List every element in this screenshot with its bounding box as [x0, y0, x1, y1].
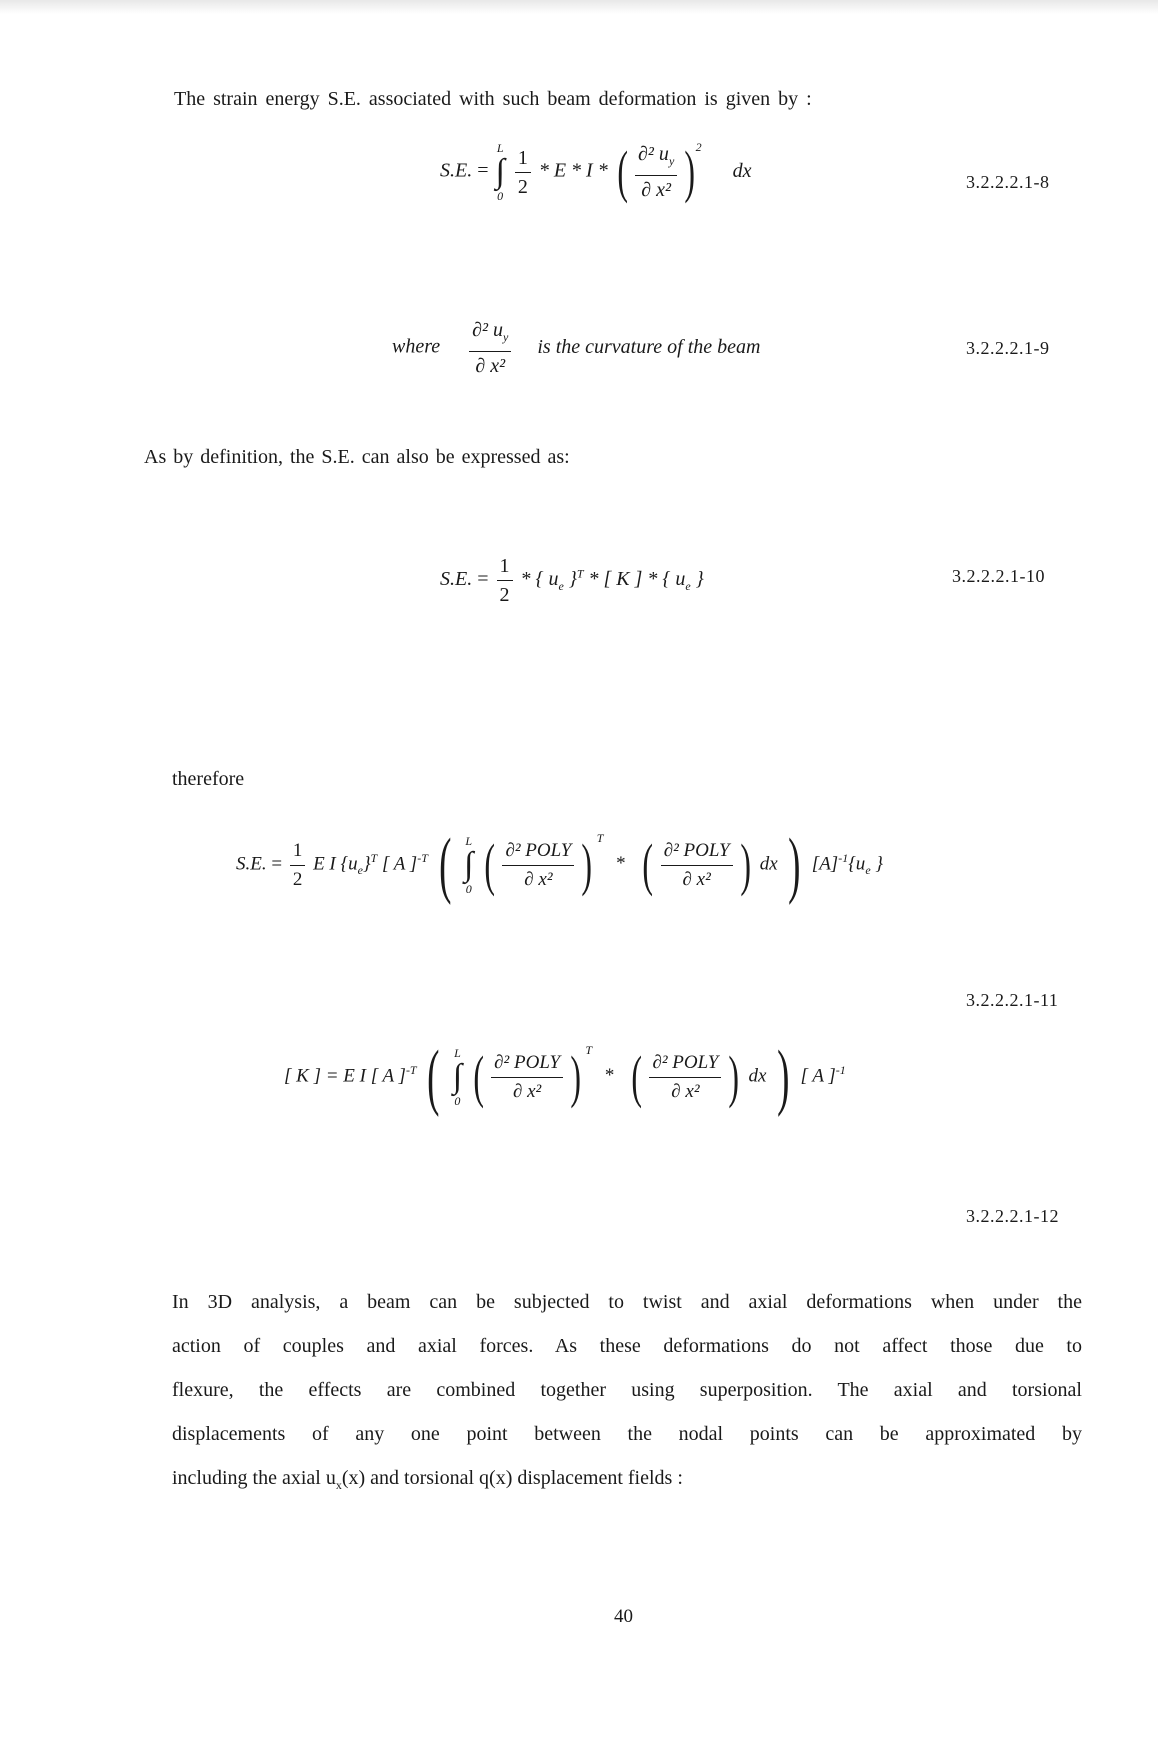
eq10-half [497, 552, 513, 609]
eq11-poly1-num: ∂² POLY [502, 837, 574, 866]
paragraph-line-4: displacements of any one point between the nodal points can be approximated by [172, 1423, 1082, 1445]
equation-11: S.E. = $\frac{1}{2}$ E I $\{u_e\}^T$ [ A ]$^{-T}$ ( L ∫ 0 ( $\frac{\text{∂² POLY}}{\text{∂ x²}}$ ) $^T$ * ( $\frac{\text{∂² POLY}}{\text{∂ x²}}$ ) dx ) $[A]^{-1}\{u_e$ } [236, 824, 883, 906]
eq8-upper-limit: L [496, 141, 504, 155]
eq12-poly2-den: ∂ x² [671, 1080, 700, 1102]
eq11-poly2-num: ∂² POLY [661, 837, 733, 866]
eq11-sub-e: e [357, 863, 363, 878]
eq12-poly1-den: ∂ x² [512, 1080, 542, 1102]
eq11-tail: [A] [811, 853, 839, 875]
eq9-d-den: ∂ x² [475, 355, 506, 377]
eq9-d-sub: y [503, 330, 509, 344]
eq12-minus1: -1 [835, 1063, 846, 1078]
eq11-half-den: 2 [292, 868, 303, 890]
eq12-poly-1 [491, 1049, 563, 1106]
eq11-lower: 0 [465, 882, 472, 896]
eq9-where: where [392, 335, 441, 358]
eq8-dx: dx [732, 159, 752, 182]
eq10-tail: } [563, 568, 577, 591]
eq9-text: is the curvature of the beam [537, 335, 761, 358]
eq9-number: 3.2.2.2.1-9 [966, 338, 1050, 358]
eq10-body: * { u [520, 568, 559, 591]
eq8-d-num: ∂² u [638, 143, 669, 165]
eq12-minusT: -T [405, 1063, 417, 1078]
eq10-lhs: S.E. [440, 568, 473, 591]
eq11-sub-e2: e [865, 863, 871, 878]
eq12-tail: [ A ] [800, 1065, 836, 1087]
equation-9 [392, 316, 760, 380]
eq10-half-num: 1 [497, 552, 513, 581]
eq12-poly-2 [649, 1049, 721, 1106]
eq12-T: T [585, 1043, 593, 1058]
eq10-half-den: 2 [499, 584, 510, 606]
paragraph-line-5b: (x) and torsional q(x) displacement fields : [341, 1467, 683, 1489]
eq11-minus1: -1 [838, 851, 849, 866]
definition-line: As by definition, the S.E. can also be expressed as: [144, 446, 570, 468]
eq12-dx: dx [748, 1065, 767, 1087]
eq8-d-den: ∂ x² [641, 179, 672, 201]
eq11-minusT: -T [417, 851, 428, 866]
eq11-T: T [370, 851, 378, 866]
eq12-poly1-num: ∂² POLY [491, 1049, 563, 1078]
page-number: 40 [614, 1606, 633, 1627]
intro-line: The strain energy S.E. associated with such beam deformation is given by : [174, 88, 812, 110]
eq12-integral: L ∫ 0 [452, 1046, 463, 1108]
eq11-poly-2 [661, 837, 733, 894]
eq11-tail3: } [870, 853, 883, 875]
body-paragraph [172, 1280, 1082, 1507]
eq11-half-num: 1 [290, 837, 306, 866]
eq8-integral: L ∫ 0 [495, 141, 505, 203]
eq11-star: * [616, 853, 626, 875]
eq12-lower: 0 [454, 1094, 461, 1108]
eq12-lhs: [ K ] = E I [ A ] [284, 1065, 406, 1087]
eq8-power: 2 [695, 139, 702, 154]
eq10-sub-e2: e [685, 579, 691, 594]
paragraph-line-2: action of couples and axial forces. As these deformations do not affect those due to [172, 1335, 1082, 1357]
eq11-number: 3.2.2.2.1-11 [966, 990, 1059, 1010]
eq11-upper: L [465, 834, 473, 848]
paragraph-line-5-sub: x [335, 1478, 342, 1492]
eq12-upper: L [454, 1046, 461, 1060]
scan-edge-shadow [0, 0, 1158, 14]
eq12-number: 3.2.2.2.1-12 [966, 1206, 1059, 1226]
eq11-b: } [362, 853, 371, 875]
eq11-half [290, 837, 306, 894]
paragraph-line-3: flexure, the effects are combined together using superposition. The axial and torsional [172, 1379, 1082, 1401]
eq8-half-den: 2 [517, 175, 528, 198]
eq10-number: 3.2.2.2.1-10 [952, 566, 1045, 586]
eq8-mid: * E * I * [538, 159, 608, 182]
paragraph-line-1: In 3D analysis, a beam can be subjected to twist and axial deformations when under the [172, 1291, 1082, 1313]
eq12-poly2-num: ∂² POLY [649, 1049, 721, 1078]
eq8-half-num: 1 [515, 144, 531, 173]
eq8-d-sub: y [668, 154, 675, 168]
eq10-mid: * [ K ] * { u [583, 568, 686, 591]
eq9-derivative [469, 316, 511, 380]
eq11-integral: L ∫ 0 [464, 834, 474, 896]
eq8-lower-limit: 0 [497, 189, 504, 203]
eq11-poly-1 [502, 837, 574, 894]
eq8-derivative [635, 140, 677, 204]
paragraph-line-5 [172, 1456, 1082, 1507]
eq9-d-num: ∂² u [472, 319, 504, 341]
eq8-half [515, 144, 531, 201]
equation-12: [ K ] = E I [ A ]$^{-T}$ ( L ∫ 0 ( $\frac{\text{∂² POLY}}{\text{∂ x²}}$ ) $^T$ * ( $\frac{\text{∂² POLY}}{\text{∂ x²}}$ ) dx ) [ A ]$^{-1}$ [284, 1036, 846, 1118]
eq11-dx: dx [759, 853, 778, 875]
eq11-poly1-den: ∂ x² [524, 868, 553, 890]
eq11-poly-T: T [596, 831, 604, 846]
paragraph-line-5a: including the axial u [172, 1467, 336, 1489]
eq11-tail2: {u [848, 853, 866, 875]
eq10-T: T [576, 566, 584, 581]
eq11-a: E I {u [313, 853, 358, 875]
eq10-sub-e: e [558, 579, 564, 594]
eq11-lhs: S.E. [236, 853, 267, 875]
eq10-end: } [690, 568, 704, 591]
equation-8: S.E. = L ∫ 0 $\frac{1}{2}$ * E * I * ( $\frac{\partial^2 u_y}{\text{∂ x²}}$ )$^2$ dx [440, 139, 752, 204]
eq11-c: [ A ] [377, 853, 418, 875]
eq12-star: * [604, 1065, 615, 1087]
eq11-poly2-den: ∂ x² [682, 868, 711, 890]
eq8-lhs: S.E. [440, 159, 473, 182]
equation-10: S.E. = $\frac{1}{2}$ * { $u_e$ }$^T$ * [ K ] * { $u_e$ } [440, 552, 704, 609]
eq8-number: 3.2.2.2.1-8 [966, 172, 1050, 192]
therefore-word: therefore [172, 768, 245, 790]
